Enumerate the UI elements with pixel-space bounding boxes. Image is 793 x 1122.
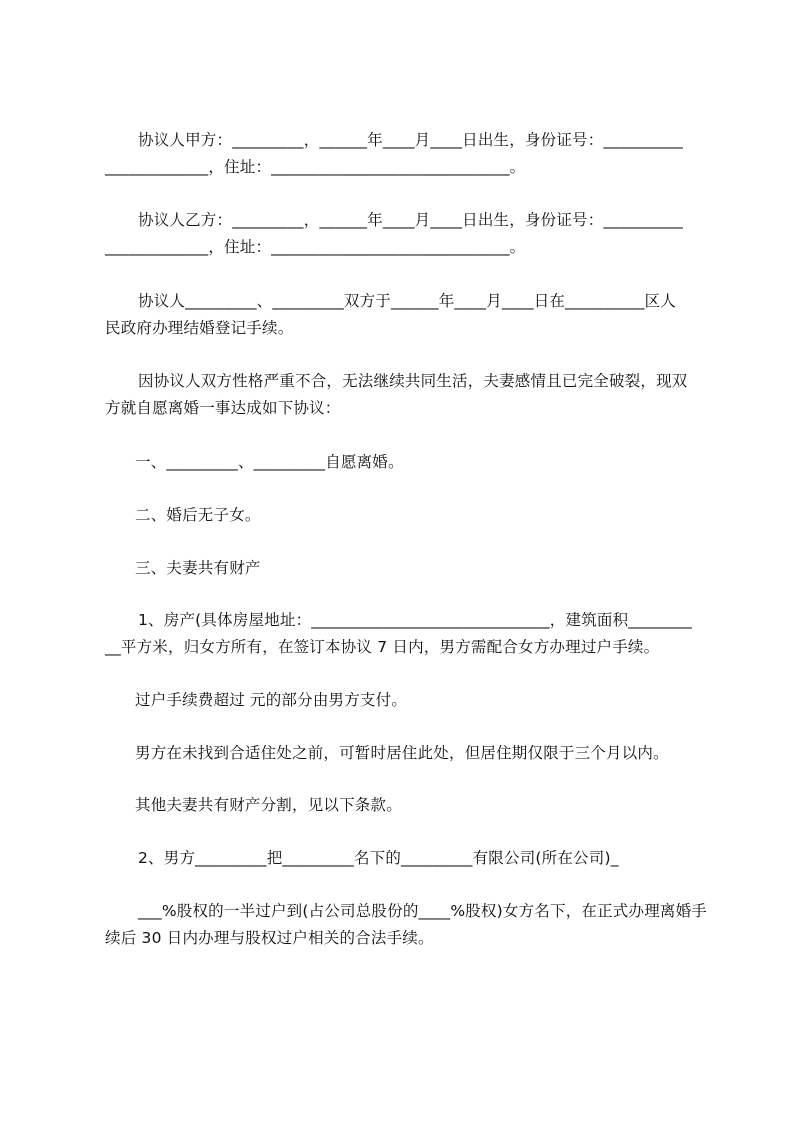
equity-paragraph-1 xyxy=(105,845,705,872)
marriage-registration-line-1: 协议人_________、_________双方于______年____月____日在__________区人 xyxy=(138,292,677,310)
party-b-paragraph xyxy=(105,207,705,261)
clause-two xyxy=(105,502,705,529)
divorce-reason-line-2: 方就自愿离婚一事达成如下协议： xyxy=(105,399,341,417)
clause-three-heading xyxy=(105,555,705,582)
party-a-line-1: 协议人甲方：_________，______年____月____日出生，身份证号：__________ xyxy=(138,131,683,149)
clause-three-heading-text: 三、夫妻共有财产 xyxy=(135,559,261,577)
property-house-line-1: 1、房产(具体房屋地址：______________________________，建筑面积________ xyxy=(138,611,692,629)
other-property-paragraph xyxy=(105,792,705,819)
other-property-text: 其他夫妻共有财产分割，见以下条款。 xyxy=(135,796,402,814)
clause-one-text: 一、_________、_________自愿离婚。 xyxy=(135,453,404,471)
marriage-registration-line-2: 民政府办理结婚登记手续。 xyxy=(105,319,294,337)
equity-paragraph-2 xyxy=(105,898,708,952)
equity-line-2: ___%股权的一半过户到(占公司总股份的____%股权)女方名下，在正式办理离婚手 xyxy=(138,902,708,920)
equity-line-1: 2、男方_________把_________名下的_________有限公司(所在公司)_ xyxy=(138,849,619,867)
clause-one xyxy=(105,449,705,476)
party-a-line-2: _____________，住址：______________________________。 xyxy=(105,158,526,176)
party-b-line-2: _____________，住址：______________________________。 xyxy=(105,238,526,256)
temporary-residence-text: 男方在未找到合适住处之前，可暂时居住此处，但居住期仅限于三个月以内。 xyxy=(135,744,669,762)
divorce-reason-paragraph xyxy=(105,368,705,422)
equity-line-3: 续后 30 日内办理与股权过户相关的合法手续。 xyxy=(105,929,434,947)
marriage-registration-paragraph xyxy=(105,288,705,342)
temporary-residence-paragraph xyxy=(105,740,705,767)
party-b-line-1: 协议人乙方：_________，______年____月____日出生，身份证号：__________ xyxy=(138,211,683,229)
party-a-paragraph xyxy=(105,127,705,181)
property-house-paragraph xyxy=(105,607,705,661)
transfer-fee-text: 过户手续费超过 元的部分由男方支付。 xyxy=(135,691,408,709)
clause-two-text: 二、婚后无子女。 xyxy=(135,506,261,524)
divorce-reason-line-1: 因协议人双方性格严重不合，无法继续共同生活，夫妻感情且已完全破裂，现双 xyxy=(138,372,688,390)
property-house-line-2: __平方米，归女方所有，在签订本协议 7 日内，男方需配合女方办理过户手续。 xyxy=(105,638,660,656)
transfer-fee-paragraph xyxy=(105,687,705,714)
